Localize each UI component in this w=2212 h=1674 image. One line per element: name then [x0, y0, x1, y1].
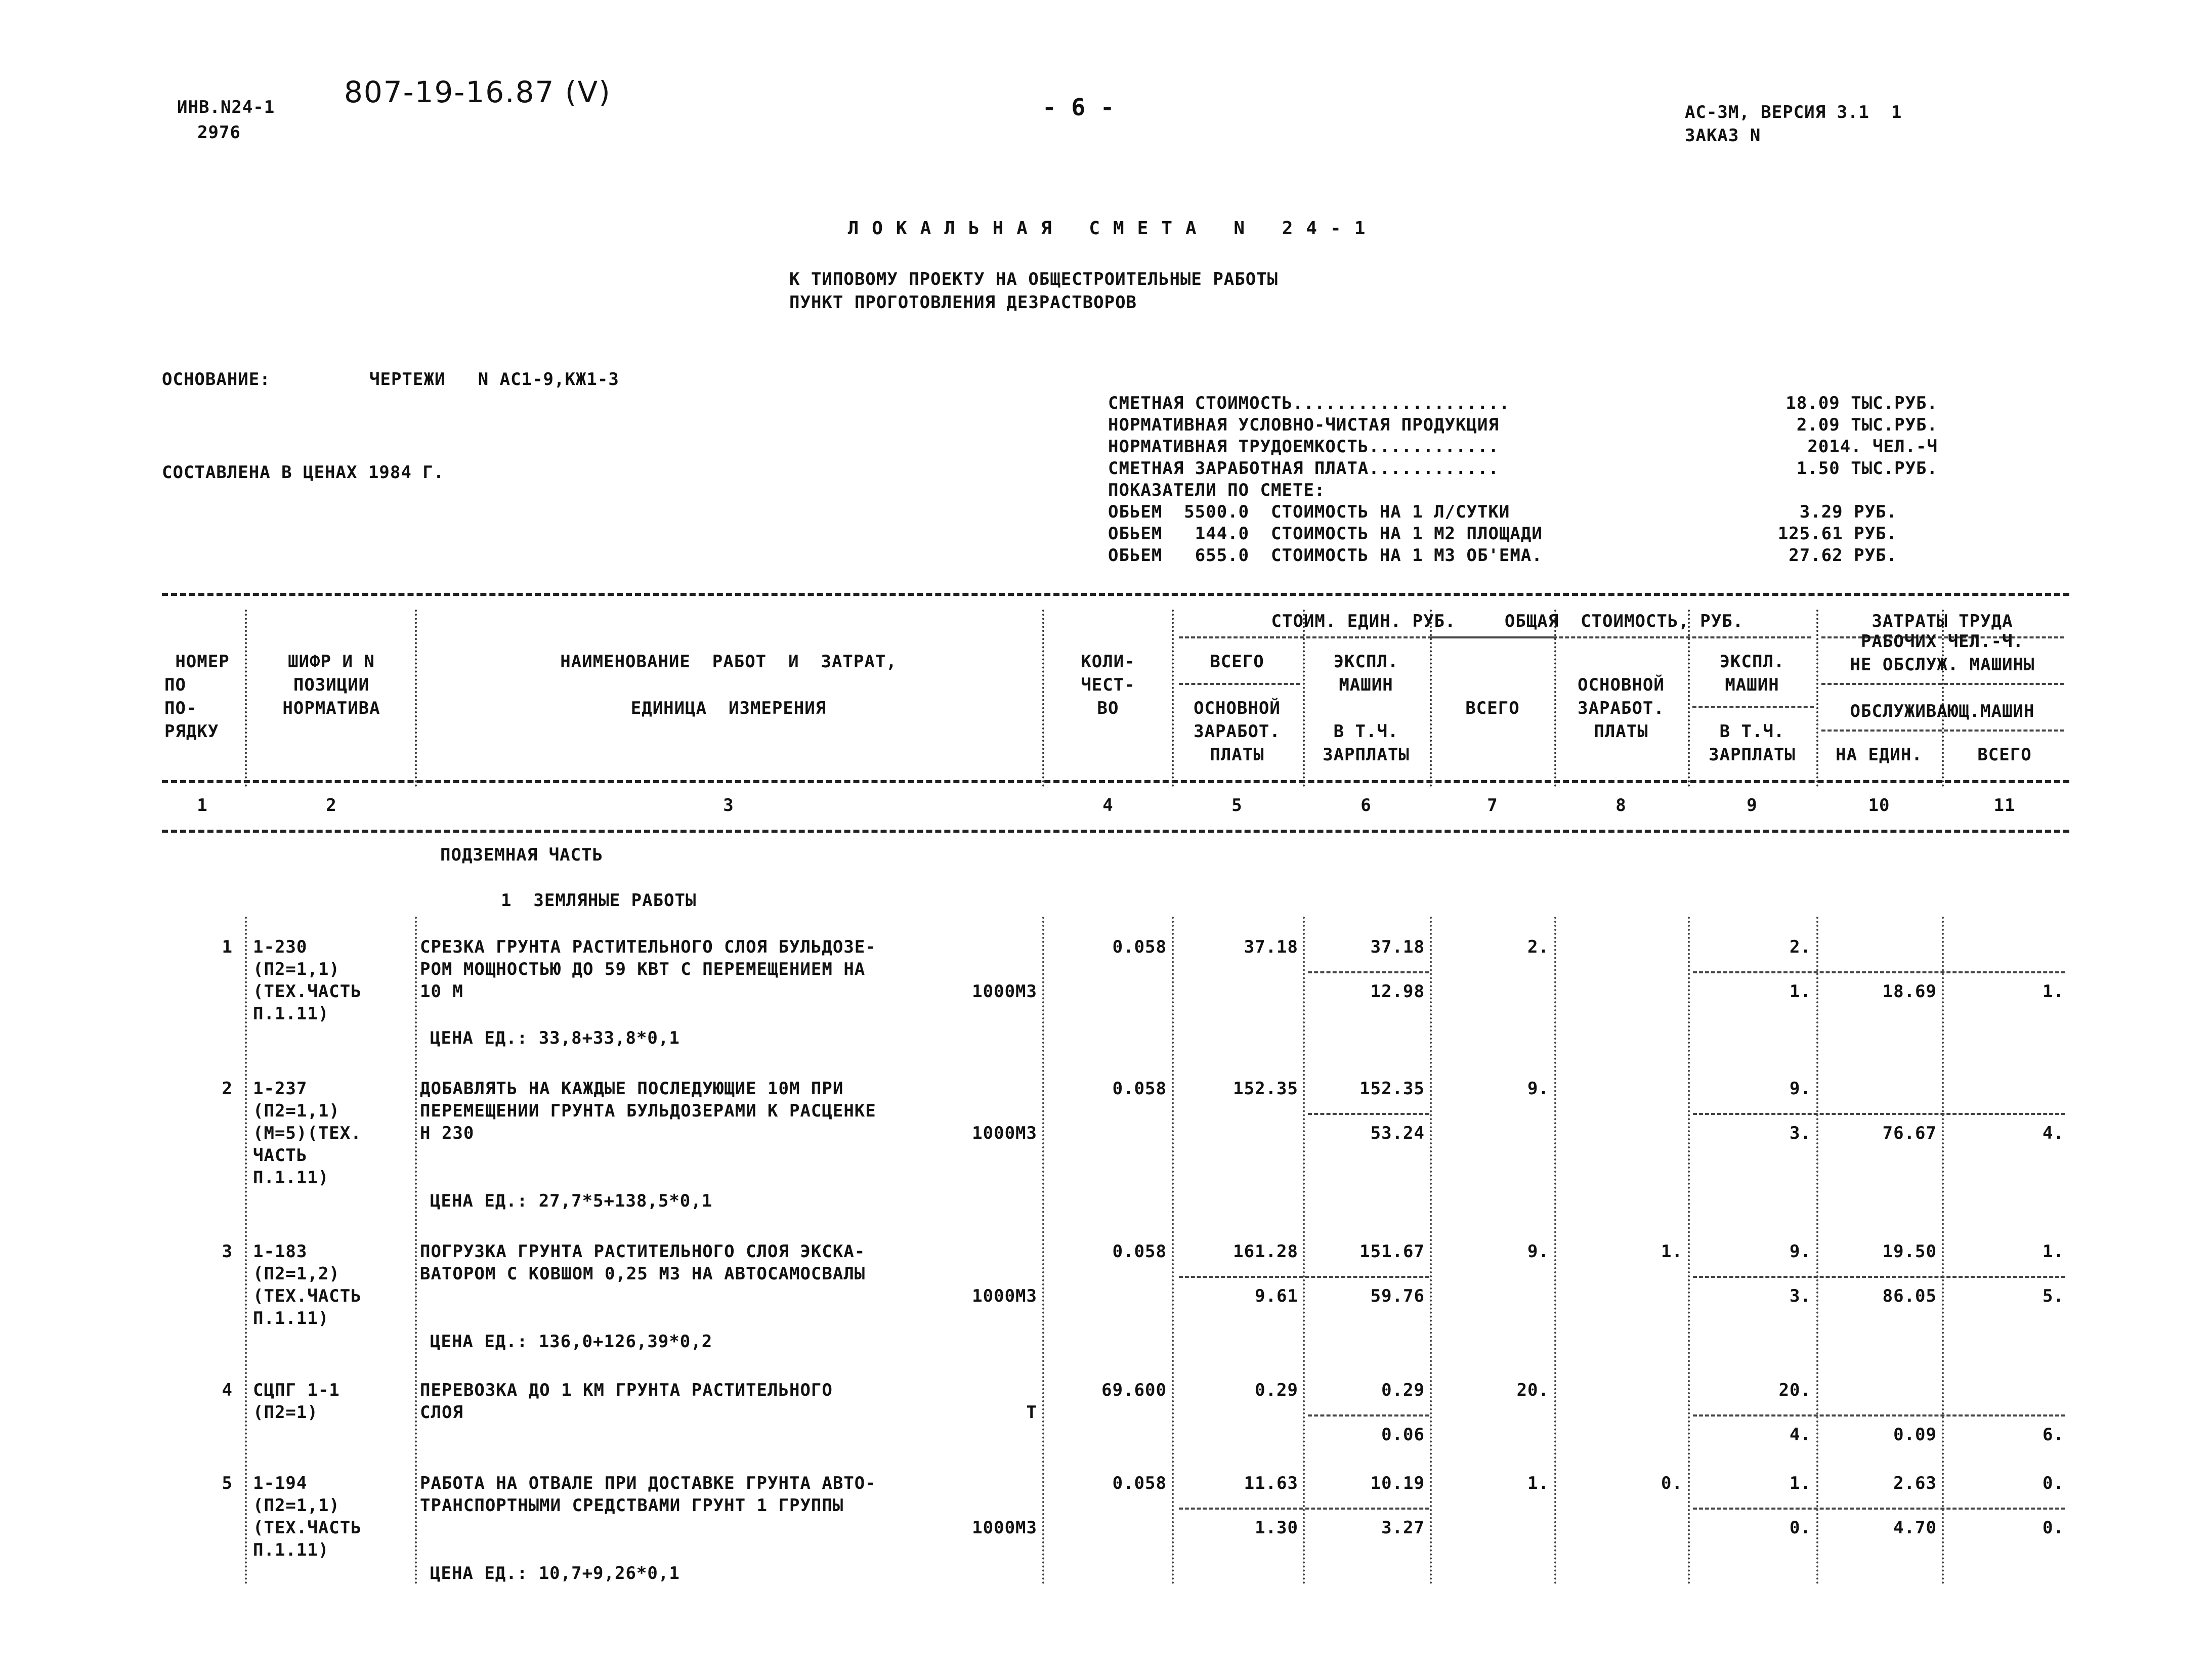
total-machines: 9. — [1790, 1079, 1811, 1099]
labour-total: 1. — [2043, 1241, 2064, 1262]
row-number: 5 — [222, 1473, 233, 1493]
summary-label: ОБЬЕМ 144.0 СТОИМОСТЬ НА 1 М2 ПЛОЩАДИ — [1108, 524, 1543, 544]
summary-label: НОРМАТИВНАЯ ТРУДОЕМКОСТЬ............ — [1108, 437, 1499, 457]
handwritten-project-code: 807-19-16.87 (V) — [344, 75, 611, 109]
program-version: АС-3М, ВЕРСИЯ 3.1 1 — [1685, 102, 1902, 122]
body-column-marker — [1303, 917, 1305, 1584]
norm-code: П.1.11) — [253, 1168, 329, 1188]
total-machine-wages: 1. — [1790, 981, 1811, 1002]
quantity: 0.058 — [1112, 1241, 1167, 1262]
header-labour-nonservice: НЕ ОБСЛУЖ. МАШИНЫ — [1850, 655, 2035, 675]
unit-of-measure: 1000М3 — [972, 981, 1037, 1002]
work-description: ВАТОРОМ С КОВШОМ 0,25 М3 НА АВТОСАМОСВАЛЫ — [420, 1264, 866, 1284]
header-c5: ВСЕГО — [1210, 652, 1264, 672]
column-number: 5 — [1231, 795, 1243, 815]
unit-cost-total: 161.28 — [1233, 1241, 1298, 1262]
body-column-marker — [1172, 917, 1174, 1584]
norm-code: СЦПГ 1-1 — [253, 1380, 340, 1400]
norm-code: ЧАСТЬ — [253, 1145, 308, 1166]
header-labour-service: ОБСЛУЖИВАЮЩ.МАШИН — [1850, 701, 2035, 721]
price-base: СОСТАВЛЕНА В ЦЕНАХ 1984 Г. — [162, 462, 445, 483]
norm-code: 1-183 — [253, 1241, 308, 1262]
summary-label: ОБЬЕМ 5500.0 СТОИМОСТЬ НА 1 Л/СУТКИ — [1108, 502, 1510, 522]
norm-code: П.1.11) — [253, 1540, 329, 1560]
header-row-number: РЯДКУ — [164, 721, 219, 742]
split-rule-c5 — [1179, 683, 1300, 685]
header-c6: В Т.Ч. — [1333, 721, 1399, 742]
header-quantity: ВО — [1097, 698, 1119, 718]
total-cost: 9. — [1527, 1241, 1549, 1262]
total-machines: 2. — [1790, 937, 1811, 957]
header-c9: ЗАРПЛАТЫ — [1709, 745, 1796, 765]
quantity: 0.058 — [1112, 937, 1167, 957]
header-c6: ЭКСПЛ. — [1333, 652, 1399, 672]
norm-code: (П2=1,1) — [253, 959, 340, 979]
total-wages: 1. — [1661, 1241, 1683, 1262]
header-c9: В Т.Ч. — [1719, 721, 1785, 742]
row-split-rule — [1308, 1113, 1429, 1115]
labour-per-unit-service: 0.09 — [1893, 1425, 1937, 1445]
unit-cost-machine-wages: 3.27 — [1381, 1518, 1425, 1538]
summary-value: 125.61 РУБ. — [1777, 524, 1897, 544]
header-c8: ОСНОВНОЙ — [1578, 675, 1665, 695]
summary-label: СМЕТНАЯ ЗАРАБОТНАЯ ПЛАТА............ — [1108, 458, 1499, 479]
column-number: 3 — [723, 795, 734, 815]
summary-label: ПОКАЗАТЕЛИ ПО СМЕТЕ: — [1108, 480, 1326, 500]
row-number: 4 — [222, 1380, 233, 1400]
norm-code: (П2=1,1) — [253, 1495, 340, 1516]
unit-price-formula: ЦЕНА ЕД.: 33,8+33,8*0,1 — [430, 1028, 680, 1048]
unit-cost-machine-wages: 53.24 — [1370, 1123, 1425, 1143]
summary-value: 2014. ЧЕЛ.-Ч — [1807, 437, 1938, 457]
unit-cost-machines: 152.35 — [1359, 1079, 1425, 1099]
norm-code: (П2=1) — [253, 1402, 318, 1423]
title-line-1: К ТИПОВОМУ ПРОЕКТУ НА ОБЩЕСТРОИТЕЛЬНЫЕ РАБОТЫ — [789, 269, 1279, 289]
header-c6: ЗАРПЛАТЫ — [1323, 745, 1410, 765]
norm-code: (ТЕХ.ЧАСТЬ — [253, 1286, 362, 1306]
column-number: 7 — [1487, 795, 1498, 815]
split-rule-labour-b — [1821, 729, 2064, 732]
summary-value: 2.09 ТЫС.РУБ. — [1796, 415, 1938, 435]
unit-cost-wages: 9.61 — [1255, 1286, 1298, 1306]
column-number: 8 — [1615, 795, 1627, 815]
norm-code: (П2=1,2) — [253, 1264, 340, 1284]
header-code: НОРМАТИВА — [282, 698, 380, 718]
body-column-marker — [415, 917, 417, 1584]
labour-total-service: 1. — [2043, 981, 2064, 1002]
total-cost: 2. — [1527, 937, 1549, 957]
norm-code: (П2=1,1) — [253, 1101, 340, 1121]
row-split-rule — [1179, 1508, 1429, 1510]
unit-cost-machine-wages: 59.76 — [1370, 1286, 1425, 1306]
unit-of-measure: 1000М3 — [972, 1286, 1037, 1306]
labour-total-service: 5. — [2043, 1286, 2064, 1306]
labour-per-unit: 19.50 — [1882, 1241, 1937, 1262]
labour-per-unit: 2.63 — [1893, 1473, 1937, 1493]
summary-label: НОРМАТИВНАЯ УСЛОВНО-ЧИСТАЯ ПРОДУКЦИЯ — [1108, 415, 1499, 435]
header-unit: ЕДИНИЦА ИЗМЕРЕНИЯ — [630, 698, 827, 718]
header-row-number: ПО — [164, 675, 186, 695]
column-number: 1 — [197, 795, 208, 815]
row-split-rule — [1693, 1414, 2065, 1417]
header-labour-group: РАБОЧИХ ЧЕЛ.-Ч. — [1860, 631, 2024, 652]
norm-code: 1-237 — [253, 1079, 308, 1099]
header-code: ПОЗИЦИИ — [293, 675, 370, 695]
column-number: 10 — [1868, 795, 1890, 815]
inventory-number: ИНВ.N24-1 — [177, 97, 275, 117]
header-bottom-rule — [162, 780, 2069, 783]
total-cost: 9. — [1527, 1079, 1549, 1099]
summary-value: 27.62 РУБ. — [1789, 545, 1897, 566]
header-row-number: НОМЕР — [175, 652, 230, 672]
row-split-rule — [1179, 1276, 1429, 1278]
header-c11: ВСЕГО — [1977, 745, 2032, 765]
column-number: 6 — [1360, 795, 1372, 815]
order-number: ЗАКАЗ N — [1685, 125, 1761, 146]
work-description: ПЕРЕМЕЩЕНИИ ГРУНТА БУЛЬДОЗЕРАМИ К РАСЦЕНКЕ — [420, 1101, 876, 1121]
labour-per-unit-service: 76.67 — [1882, 1123, 1937, 1143]
row-split-rule — [1693, 971, 2065, 973]
header-quantity: ЧЕСТ- — [1081, 675, 1135, 695]
header-c8: ПЛАТЫ — [1594, 721, 1648, 742]
unit-price-formula: ЦЕНА ЕД.: 136,0+126,39*0,2 — [430, 1332, 713, 1352]
header-unit-cost-group: СТОИМ. ЕДИН. РУБ. — [1271, 611, 1456, 631]
section-heading: 1 ЗЕМЛЯНЫЕ РАБОТЫ — [501, 890, 697, 911]
total-machines: 1. — [1790, 1473, 1811, 1493]
numbers-bottom-rule — [162, 830, 2069, 833]
header-labour-group: ЗАТРАТЫ ТРУДА — [1871, 611, 2013, 631]
column-separator — [415, 610, 417, 787]
unit-cost-total: 11.63 — [1244, 1473, 1298, 1493]
norm-code: (ТЕХ.ЧАСТЬ — [253, 1518, 362, 1538]
labour-total-service: 4. — [2043, 1123, 2064, 1143]
quantity: 0.058 — [1112, 1079, 1167, 1099]
norm-code: (ТЕХ.ЧАСТЬ — [253, 981, 362, 1002]
row-split-rule — [1693, 1276, 2065, 1278]
work-description: Н 230 — [420, 1123, 475, 1143]
summary-value: 3.29 РУБ. — [1799, 502, 1897, 522]
body-column-marker — [1688, 917, 1690, 1584]
row-number: 3 — [222, 1241, 233, 1262]
unit-cost-total: 152.35 — [1233, 1079, 1298, 1099]
labour-per-unit-service: 4.70 — [1893, 1518, 1937, 1538]
total-cost: 20. — [1516, 1380, 1549, 1400]
header-total-cost-group: ОБЩАЯ СТОИМОСТЬ, РУБ. — [1504, 611, 1744, 631]
norm-code: 1-194 — [253, 1473, 308, 1493]
column-number: 11 — [1993, 795, 2016, 815]
header-c5: ЗАРАБОТ. — [1194, 721, 1281, 742]
header-c10: НА ЕДИН. — [1836, 745, 1923, 765]
total-machine-wages: 0. — [1790, 1518, 1811, 1538]
unit-cost-machines: 37.18 — [1370, 937, 1425, 957]
header-c5: ОСНОВНОЙ — [1194, 698, 1281, 718]
row-split-rule — [1308, 971, 1429, 973]
summary-label: ОБЬЕМ 655.0 СТОИМОСТЬ НА 1 М3 ОБ'ЕМА. — [1108, 545, 1543, 566]
quantity: 0.058 — [1112, 1473, 1167, 1493]
norm-code: П.1.11) — [253, 1308, 329, 1328]
unit-price-formula: ЦЕНА ЕД.: 27,7*5+138,5*0,1 — [430, 1191, 713, 1211]
column-number: 9 — [1747, 795, 1758, 815]
norm-code: П.1.11) — [253, 1004, 329, 1024]
unit-cost-wages: 1.30 — [1255, 1518, 1298, 1538]
unit-cost-total: 37.18 — [1244, 937, 1298, 957]
total-wages: 0. — [1661, 1473, 1683, 1493]
work-description: РОМ МОЩНОСТЬЮ ДО 59 КВТ С ПЕРЕМЕЩЕНИЕМ НА — [420, 959, 866, 979]
column-separator — [245, 610, 247, 787]
row-split-rule — [1693, 1508, 2065, 1510]
unit-cost-machine-wages: 0.06 — [1381, 1425, 1425, 1445]
work-description: СРЕЗКА ГРУНТА РАСТИТЕЛЬНОГО СЛОЯ БУЛЬДОЗЕ- — [420, 937, 876, 957]
unit-cost-machines: 151.67 — [1359, 1241, 1425, 1262]
header-c9: МАШИН — [1725, 675, 1779, 695]
labour-total-service: 6. — [2043, 1425, 2064, 1445]
unit-of-measure: 1000М3 — [972, 1518, 1037, 1538]
labour-total-service: 0. — [2043, 1518, 2064, 1538]
body-column-marker — [245, 917, 247, 1584]
total-machines: 20. — [1778, 1380, 1811, 1400]
row-split-rule — [1693, 1113, 2065, 1115]
column-number: 2 — [326, 795, 337, 815]
header-code: ШИФР И N — [288, 652, 375, 672]
row-split-rule — [1308, 1414, 1429, 1417]
unit-price-formula: ЦЕНА ЕД.: 10,7+9,26*0,1 — [430, 1563, 680, 1583]
unit-cost-machines: 0.29 — [1381, 1380, 1425, 1400]
page-number: - 6 - — [1042, 94, 1115, 121]
body-column-marker — [1042, 917, 1044, 1584]
header-quantity: КОЛИ- — [1081, 652, 1135, 672]
unit-of-measure: 1000М3 — [972, 1123, 1037, 1143]
total-machine-wages: 3. — [1790, 1123, 1811, 1143]
norm-code: 1-230 — [253, 937, 308, 957]
row-number: 2 — [222, 1079, 233, 1099]
work-description: ПОГРУЗКА ГРУНТА РАСТИТЕЛЬНОГО СЛОЯ ЭКСКА- — [420, 1241, 866, 1262]
total-machines: 9. — [1790, 1241, 1811, 1262]
unit-cost-machines: 10.19 — [1370, 1473, 1425, 1493]
labour-per-unit-service: 86.05 — [1882, 1286, 1937, 1306]
title-line-2: ПУНКТ ПРОГОТОВЛЕНИЯ ДЕЗРАСТВОРОВ — [789, 292, 1137, 313]
column-separator — [1042, 610, 1044, 787]
unit-of-measure: Т — [1026, 1402, 1037, 1423]
norm-code: (М=5)(ТЕХ. — [253, 1123, 362, 1143]
body-column-marker — [1430, 917, 1432, 1584]
header-row-number: ПО- — [164, 698, 197, 718]
basis-value: ЧЕРТЕЖИ N АС1-9,КЖ1-3 — [369, 369, 619, 390]
unit-cost-machine-wages: 12.98 — [1370, 981, 1425, 1002]
part-heading: ПОДЗЕМНАЯ ЧАСТЬ — [440, 845, 604, 865]
split-rule-c9 — [1692, 706, 1814, 708]
header-c7: ВСЕГО — [1465, 698, 1520, 718]
header-c9: ЭКСПЛ. — [1719, 652, 1785, 672]
labour-total: 0. — [2043, 1473, 2064, 1493]
work-description: ДОБАВЛЯТЬ НА КАЖДЫЕ ПОСЛЕДУЮЩИЕ 10М ПРИ — [420, 1079, 844, 1099]
body-column-marker — [1554, 917, 1556, 1584]
work-description: ПЕРЕВОЗКА ДО 1 КМ ГРУНТА РАСТИТЕЛЬНОГО — [420, 1380, 833, 1400]
work-description: РАБОТА НА ОТВАЛЕ ПРИ ДОСТАВКЕ ГРУНТА АВТО- — [420, 1473, 876, 1493]
inventory-subnumber: 2976 — [197, 122, 241, 143]
labour-per-unit-service: 18.69 — [1882, 981, 1937, 1002]
header-description: НАИМЕНОВАНИЕ РАБОТ И ЗАТРАТ, — [560, 652, 897, 672]
quantity: 69.600 — [1101, 1380, 1167, 1400]
split-rule-labour-a — [1821, 683, 2064, 685]
summary-value: 1.50 ТЫС.РУБ. — [1796, 458, 1938, 479]
header-c5: ПЛАТЫ — [1210, 745, 1264, 765]
unit-cost-total: 0.29 — [1255, 1380, 1298, 1400]
header-c6: МАШИН — [1339, 675, 1393, 695]
summary-value: 18.09 ТЫС.РУБ. — [1785, 393, 1938, 413]
column-number: 4 — [1102, 795, 1114, 815]
row-number: 1 — [222, 937, 233, 957]
header-c8: ЗАРАБОТ. — [1578, 698, 1665, 718]
document-title: ЛОКАЛЬНАЯ СМЕТА N 24-1 — [847, 218, 1379, 239]
body-column-marker — [1816, 917, 1818, 1584]
body-column-marker — [1942, 917, 1944, 1584]
table-top-rule — [162, 593, 2069, 596]
work-description: 10 М — [420, 981, 463, 1002]
total-machine-wages: 4. — [1790, 1425, 1811, 1445]
work-description: ТРАНСПОРТНЫМИ СРЕДСТВАМИ ГРУНТ 1 ГРУППЫ — [420, 1495, 844, 1516]
basis-label: ОСНОВАНИЕ: — [162, 369, 271, 390]
total-cost: 1. — [1527, 1473, 1549, 1493]
summary-label: СМЕТНАЯ СТОИМОСТЬ.................... — [1108, 393, 1510, 413]
total-machine-wages: 3. — [1790, 1286, 1811, 1306]
group-rule-total-cost — [1432, 636, 1811, 638]
work-description: СЛОЯ — [420, 1402, 463, 1423]
